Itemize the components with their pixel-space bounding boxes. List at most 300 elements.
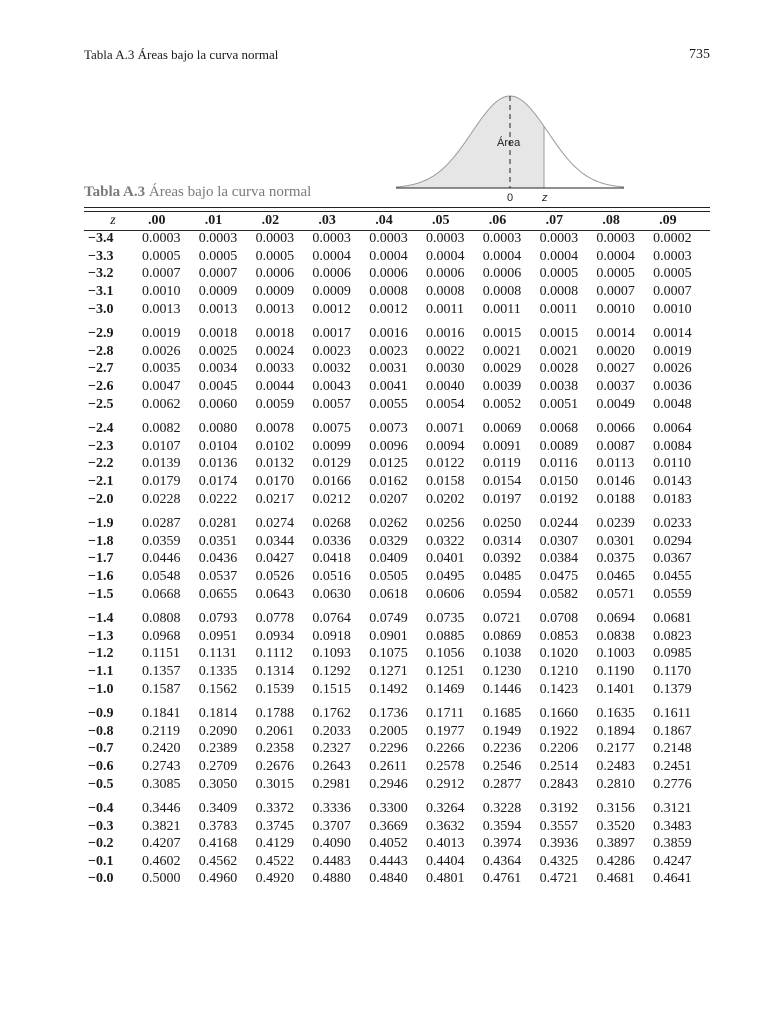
z-value-cell: −3.2 — [88, 266, 114, 282]
area-value-cell: 0.1075 — [369, 646, 408, 662]
area-value-cell: 0.0062 — [142, 396, 181, 412]
area-value-cell: 0.0009 — [255, 284, 295, 300]
area-value-cell: 0.1112 — [255, 646, 294, 662]
area-value-cell: 0.2327 — [312, 741, 351, 757]
area-value-cell: 0.4920 — [255, 871, 295, 887]
area-value-cell: 0.0014 — [653, 326, 692, 342]
area-value-cell: 0.4880 — [312, 871, 351, 887]
table-title — [84, 184, 311, 201]
area-value-cell: 0.0041 — [369, 379, 408, 395]
area-value-cell: 0.4761 — [482, 871, 522, 887]
area-value-cell: 0.4960 — [198, 871, 238, 887]
area-value-cell: 0.2177 — [596, 741, 635, 757]
area-value-cell: 0.0125 — [369, 456, 408, 472]
area-value-cell: 0.4641 — [653, 871, 692, 887]
area-value-cell: 0.0606 — [425, 586, 465, 602]
area-value-cell: 0.0823 — [653, 628, 692, 644]
area-value-cell: 0.2358 — [255, 741, 295, 757]
area-value-cell: 0.3821 — [142, 818, 181, 834]
z-value-cell: −0.4 — [88, 801, 114, 817]
area-value-cell: 0.1949 — [482, 723, 522, 739]
area-value-cell: 0.2266 — [425, 741, 465, 757]
area-value-cell: 0.0057 — [312, 396, 351, 412]
area-value-cell: 0.0256 — [425, 516, 465, 532]
normal-curve-svg — [396, 88, 628, 204]
group-spacer — [84, 318, 710, 325]
table-row — [84, 300, 710, 318]
area-value-cell: 0.0003 — [369, 231, 408, 247]
area-value-cell: 0.0016 — [369, 326, 408, 342]
area-value-cell: 0.1660 — [539, 706, 579, 722]
area-value-cell: 0.3632 — [425, 818, 465, 834]
area-value-cell: 0.0026 — [653, 361, 692, 377]
area-value-cell: 0.0003 — [312, 231, 351, 247]
area-value-cell: 0.3156 — [596, 801, 635, 817]
area-value-cell: 0.3300 — [369, 801, 408, 817]
area-value-cell: 0.4286 — [596, 853, 635, 869]
area-value-cell: 0.1230 — [482, 663, 522, 679]
table-row — [84, 722, 710, 740]
area-value-cell: 0.1038 — [482, 646, 522, 662]
group-spacer — [84, 413, 710, 420]
area-value-cell: 0.0281 — [198, 516, 238, 532]
area-value-cell: 0.0122 — [425, 456, 465, 472]
z-value-cell: −2.8 — [88, 343, 114, 359]
table-header-row — [84, 211, 710, 230]
table-row — [84, 800, 710, 818]
area-value-cell: 0.0192 — [539, 491, 579, 507]
area-value-cell: 0.0516 — [312, 568, 351, 584]
shaded-area — [396, 96, 544, 188]
area-value-cell: 0.1469 — [425, 681, 465, 697]
area-value-cell: 0.1562 — [198, 681, 238, 697]
area-value-cell: 0.0132 — [255, 456, 295, 472]
area-value-cell: 0.1894 — [596, 723, 635, 739]
area-value-cell: 0.0025 — [198, 343, 238, 359]
table-row — [84, 853, 710, 871]
z-value-cell: −1.7 — [88, 551, 114, 567]
area-value-cell: 0.4721 — [539, 871, 579, 887]
area-value-cell: 0.0032 — [312, 361, 351, 377]
area-value-cell: 0.0162 — [369, 474, 408, 490]
area-value-cell: 0.0158 — [425, 474, 465, 490]
area-value-cell: 0.0021 — [539, 343, 579, 359]
area-value-cell: 0.0222 — [198, 491, 238, 507]
z-value-cell: −3.4 — [88, 231, 114, 247]
area-value-cell: 0.0582 — [539, 586, 579, 602]
group-spacer — [84, 698, 710, 705]
table-row — [84, 378, 710, 396]
area-value-cell: 0.0014 — [596, 326, 635, 342]
table-row — [84, 740, 710, 758]
area-value-cell: 0.0040 — [425, 379, 465, 395]
area-value-cell: 0.2709 — [198, 758, 238, 774]
normal-curve-figure — [396, 88, 628, 204]
area-value-cell: 0.0091 — [482, 438, 522, 454]
area-value-cell: 0.0808 — [142, 611, 181, 627]
group-spacer-cell — [84, 793, 710, 800]
area-value-cell: 0.0301 — [596, 533, 635, 549]
area-value-cell: 0.2119 — [142, 723, 180, 739]
area-value-cell: 0.0853 — [539, 628, 579, 644]
area-value-cell: 0.0244 — [539, 516, 579, 532]
area-value-cell: 0.2743 — [142, 758, 181, 774]
area-value-cell: 0.2296 — [369, 741, 408, 757]
area-value-cell: 0.0526 — [255, 568, 295, 584]
area-value-cell: 0.1814 — [198, 706, 238, 722]
area-value-cell: 0.1292 — [312, 663, 351, 679]
area-value-cell: 0.3228 — [482, 801, 522, 817]
area-value-cell: 0.0455 — [653, 568, 692, 584]
area-value-cell: 0.0010 — [142, 284, 181, 300]
area-value-cell: 0.0011 — [539, 301, 578, 317]
area-value-cell: 0.0764 — [312, 611, 351, 627]
area-value-cell: 0.0049 — [596, 396, 635, 412]
area-value-cell: 0.0869 — [482, 628, 522, 644]
column-header: .00 — [148, 212, 166, 228]
area-value-cell: 0.1020 — [539, 646, 579, 662]
table-row — [84, 360, 710, 378]
area-value-cell: 0.0384 — [539, 551, 579, 567]
area-value-cell: 0.0064 — [653, 421, 692, 437]
area-value-cell: 0.0018 — [255, 326, 295, 342]
area-value-cell: 0.3594 — [482, 818, 522, 834]
area-value-cell: 0.0006 — [255, 266, 295, 282]
area-value-cell: 0.0015 — [539, 326, 579, 342]
area-value-cell: 0.3121 — [653, 801, 692, 817]
area-value-cell: 0.1210 — [539, 663, 579, 679]
area-value-cell: 0.0951 — [198, 628, 238, 644]
area-value-cell: 0.0023 — [369, 343, 408, 359]
area-value-cell: 0.0019 — [653, 343, 692, 359]
area-value-cell: 0.0694 — [596, 611, 635, 627]
area-value-cell: 0.0274 — [255, 516, 295, 532]
table-row — [84, 533, 710, 551]
table-row — [84, 680, 710, 698]
area-value-cell: 0.1635 — [596, 706, 635, 722]
area-value-cell: 0.1423 — [539, 681, 579, 697]
area-value-cell: 0.0004 — [369, 248, 408, 264]
area-value-cell: 0.0004 — [596, 248, 635, 264]
area-value-cell: 0.0045 — [198, 379, 238, 395]
area-value-cell: 0.1788 — [255, 706, 295, 722]
area-value-cell: 0.4840 — [369, 871, 408, 887]
z-value-cell: −0.1 — [88, 853, 114, 869]
area-value-cell: 0.2451 — [653, 758, 692, 774]
area-value-cell: 0.0336 — [312, 533, 351, 549]
area-value-cell: 0.0013 — [255, 301, 295, 317]
area-value-cell: 0.0003 — [596, 231, 635, 247]
area-value-cell: 0.0068 — [539, 421, 579, 437]
table-row — [84, 585, 710, 603]
area-value-cell: 0.0793 — [198, 611, 238, 627]
group-spacer-cell — [84, 413, 710, 420]
table-row — [84, 705, 710, 723]
area-value-cell: 0.0037 — [596, 379, 635, 395]
area-value-cell: 0.0003 — [425, 231, 465, 247]
area-value-cell: 0.0548 — [142, 568, 181, 584]
page-number: 735 — [689, 47, 710, 62]
area-value-cell: 0.0036 — [653, 379, 692, 395]
area-value-cell: 0.3520 — [596, 818, 635, 834]
area-value-cell: 0.0934 — [255, 628, 295, 644]
area-value-cell: 0.3783 — [198, 818, 238, 834]
area-value-cell: 0.0143 — [653, 474, 692, 490]
area-value-cell: 0.0409 — [369, 551, 408, 567]
column-header: .09 — [659, 212, 677, 228]
area-value-cell: 0.2514 — [539, 758, 579, 774]
z-value-cell: −0.3 — [88, 818, 114, 834]
area-value-cell: 0.0749 — [369, 611, 408, 627]
column-header: .06 — [488, 212, 507, 228]
area-value-cell: 0.0537 — [198, 568, 238, 584]
area-value-cell: 0.0129 — [312, 456, 351, 472]
area-value-cell: 0.3085 — [142, 776, 181, 792]
table-row — [84, 248, 710, 266]
area-value-cell: 0.2611 — [369, 758, 408, 774]
area-value-cell: 0.2981 — [312, 776, 351, 792]
area-value-cell: 0.0375 — [596, 551, 635, 567]
table-row — [84, 325, 710, 343]
area-value-cell: 0.0007 — [198, 266, 238, 282]
area-label: Área — [497, 137, 521, 149]
area-value-cell: 0.0066 — [596, 421, 635, 437]
area-value-cell: 0.0069 — [482, 421, 522, 437]
area-value-cell: 0.3446 — [142, 801, 181, 817]
area-value-cell: 0.1515 — [312, 681, 351, 697]
area-value-cell: 0.0007 — [596, 284, 635, 300]
z-value-cell: −1.4 — [88, 611, 114, 627]
area-value-cell: 0.0170 — [255, 474, 295, 490]
area-value-cell: 0.4801 — [425, 871, 465, 887]
area-value-cell: 0.0013 — [142, 301, 181, 317]
area-value-cell: 0.0011 — [425, 301, 464, 317]
area-value-cell: 0.0009 — [198, 284, 238, 300]
table-row — [84, 283, 710, 301]
area-value-cell: 0.2236 — [482, 741, 522, 757]
area-value-cell: 0.3669 — [369, 818, 408, 834]
area-value-cell: 0.1685 — [482, 706, 522, 722]
area-value-cell: 0.1762 — [312, 706, 351, 722]
table-row — [84, 438, 710, 456]
area-value-cell: 0.0005 — [255, 248, 295, 264]
area-value-cell: 0.1003 — [596, 646, 635, 662]
area-value-cell: 0.0004 — [312, 248, 351, 264]
area-value-cell: 0.0146 — [596, 474, 635, 490]
z-value-cell: −2.1 — [88, 474, 114, 490]
area-value-cell: 0.0089 — [539, 438, 579, 454]
area-value-cell: 0.0003 — [539, 231, 579, 247]
table-row — [84, 455, 710, 473]
area-value-cell: 0.3936 — [539, 836, 579, 852]
area-value-cell: 0.0495 — [425, 568, 465, 584]
area-value-cell: 0.1736 — [369, 706, 408, 722]
area-value-cell: 0.0918 — [312, 628, 351, 644]
z-value-cell: −0.2 — [88, 836, 114, 852]
area-value-cell: 0.0010 — [596, 301, 635, 317]
area-value-cell: 0.2676 — [255, 758, 295, 774]
area-value-cell: 0.0174 — [198, 474, 238, 490]
area-value-cell: 0.0075 — [312, 421, 351, 437]
area-value-cell: 0.0004 — [425, 248, 465, 264]
area-value-cell: 0.3483 — [653, 818, 692, 834]
area-value-cell: 0.0020 — [596, 343, 635, 359]
z-value-cell: −2.4 — [88, 421, 114, 437]
area-value-cell: 0.0024 — [255, 343, 295, 359]
area-value-cell: 0.3745 — [255, 818, 295, 834]
area-value-cell: 0.0012 — [312, 301, 351, 317]
area-value-cell: 0.0078 — [255, 421, 295, 437]
z-value-cell: −2.6 — [88, 379, 114, 395]
area-value-cell: 0.0150 — [539, 474, 579, 490]
area-value-cell: 0.0047 — [142, 379, 181, 395]
z-value-cell: −1.0 — [88, 681, 114, 697]
table-row — [84, 230, 710, 248]
area-value-cell: 0.0643 — [255, 586, 295, 602]
area-value-cell: 0.1841 — [142, 706, 181, 722]
table-row — [84, 610, 710, 628]
table-body — [84, 230, 710, 888]
area-value-cell: 0.0030 — [425, 361, 465, 377]
area-value-cell: 0.0183 — [653, 491, 692, 507]
area-value-cell: 0.0080 — [198, 421, 238, 437]
area-value-cell: 0.0071 — [425, 421, 465, 437]
area-value-cell: 0.0475 — [539, 568, 579, 584]
table-row — [84, 490, 710, 508]
table-row — [84, 663, 710, 681]
area-value-cell: 0.4052 — [369, 836, 408, 852]
area-value-cell: 0.2877 — [482, 776, 522, 792]
z-value-cell: −0.5 — [88, 776, 114, 792]
area-value-cell: 0.0102 — [255, 438, 295, 454]
area-value-cell: 0.0023 — [312, 343, 351, 359]
area-value-cell: 0.1401 — [596, 681, 635, 697]
zero-label: 0 — [507, 192, 514, 204]
area-value-cell: 0.0003 — [255, 231, 295, 247]
area-value-cell: 0.0708 — [539, 611, 579, 627]
area-value-cell: 0.0735 — [425, 611, 465, 627]
z-value-cell: −0.0 — [88, 871, 114, 887]
area-value-cell: 0.0119 — [482, 456, 521, 472]
area-value-cell: 0.0233 — [653, 516, 692, 532]
column-header: .03 — [318, 212, 336, 228]
area-value-cell: 0.0015 — [482, 326, 522, 342]
area-value-cell: 0.3336 — [312, 801, 351, 817]
area-value-cell: 0.0027 — [596, 361, 635, 377]
area-value-cell: 0.0007 — [142, 266, 181, 282]
area-value-cell: 0.0618 — [369, 586, 408, 602]
area-value-cell: 0.0004 — [539, 248, 579, 264]
area-value-cell: 0.2206 — [539, 741, 579, 757]
table-row — [84, 870, 710, 888]
area-value-cell: 0.0436 — [198, 551, 238, 567]
area-value-cell: 0.1922 — [539, 723, 579, 739]
area-value-cell: 0.0401 — [425, 551, 465, 567]
area-value-cell: 0.4562 — [198, 853, 238, 869]
area-value-cell: 0.0026 — [142, 343, 181, 359]
area-value-cell: 0.0202 — [425, 491, 465, 507]
table-row — [84, 515, 710, 533]
table-row — [84, 817, 710, 835]
area-value-cell: 0.0136 — [198, 456, 238, 472]
area-value-cell: 0.1151 — [142, 646, 180, 662]
table-row — [84, 627, 710, 645]
area-value-cell: 0.0778 — [255, 611, 295, 627]
area-value-cell: 0.1190 — [596, 663, 635, 679]
area-value-cell: 0.3015 — [255, 776, 295, 792]
area-value-cell: 0.0367 — [653, 551, 692, 567]
table-top-rule — [84, 207, 710, 208]
area-value-cell: 0.1587 — [142, 681, 181, 697]
area-value-cell: 0.4168 — [198, 836, 238, 852]
area-value-cell: 0.0287 — [142, 516, 181, 532]
area-value-cell: 0.0885 — [425, 628, 465, 644]
area-value-cell: 0.2776 — [653, 776, 692, 792]
area-value-cell: 0.0314 — [482, 533, 522, 549]
area-value-cell: 0.0207 — [369, 491, 408, 507]
z-label: z — [542, 192, 548, 204]
area-value-cell: 0.4602 — [142, 853, 181, 869]
area-value-cell: 0.1611 — [653, 706, 692, 722]
area-value-cell: 0.4090 — [312, 836, 351, 852]
area-value-cell: 0.1251 — [425, 663, 465, 679]
area-value-cell: 0.0039 — [482, 379, 522, 395]
table-row — [84, 550, 710, 568]
area-value-cell: 0.1056 — [425, 646, 465, 662]
area-value-cell: 0.1357 — [142, 663, 181, 679]
area-value-cell: 0.0073 — [369, 421, 408, 437]
z-value-cell: −2.9 — [88, 326, 114, 342]
area-value-cell: 0.0630 — [312, 586, 351, 602]
area-value-cell: 0.1711 — [425, 706, 464, 722]
area-value-cell: 0.0107 — [142, 438, 181, 454]
table-row — [84, 473, 710, 491]
area-value-cell: 0.1131 — [198, 646, 237, 662]
z-value-cell: −3.0 — [88, 301, 114, 317]
area-value-cell: 0.4364 — [482, 853, 522, 869]
area-value-cell: 0.0166 — [312, 474, 351, 490]
area-value-cell: 0.0344 — [255, 533, 295, 549]
area-value-cell: 0.0018 — [198, 326, 238, 342]
column-header-z: z — [110, 212, 116, 228]
z-value-cell: −1.2 — [88, 646, 114, 662]
area-value-cell: 0.2005 — [369, 723, 408, 739]
column-header: .02 — [261, 212, 280, 228]
area-value-cell: 0.0006 — [425, 266, 465, 282]
area-value-cell: 0.0011 — [482, 301, 521, 317]
area-value-cell: 0.0359 — [142, 533, 181, 549]
group-spacer — [84, 603, 710, 610]
area-value-cell: 0.0043 — [312, 379, 351, 395]
area-value-cell: 0.0059 — [255, 396, 295, 412]
group-spacer-cell — [84, 508, 710, 515]
area-value-cell: 0.0116 — [539, 456, 578, 472]
z-value-cell: −2.7 — [88, 361, 114, 377]
area-value-cell: 0.3974 — [482, 836, 522, 852]
area-value-cell: 0.2033 — [312, 723, 351, 739]
z-value-cell: −0.8 — [88, 723, 114, 739]
area-value-cell: 0.0217 — [255, 491, 295, 507]
area-value-cell: 0.0005 — [198, 248, 238, 264]
area-value-cell: 0.0031 — [369, 361, 408, 377]
table-row — [84, 420, 710, 438]
area-value-cell: 0.2389 — [198, 741, 238, 757]
area-value-cell: 0.0006 — [312, 266, 351, 282]
area-value-cell: 0.1335 — [198, 663, 238, 679]
area-value-cell: 0.4404 — [425, 853, 465, 869]
area-value-cell: 0.0099 — [312, 438, 351, 454]
table-row — [84, 343, 710, 361]
